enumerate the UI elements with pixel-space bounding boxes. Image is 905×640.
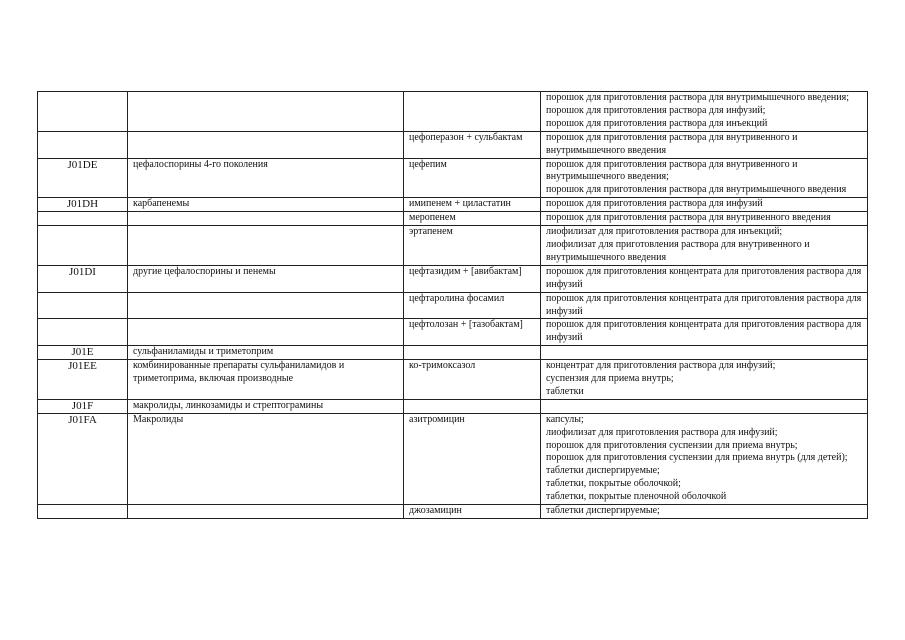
dosage-forms-cell [541, 92, 868, 132]
dosage-form-item: лиофилизат для приготовления раствора для инъекций; [546, 226, 783, 238]
drug-name-cell: цефтолозан + [тазобактам] [404, 319, 541, 346]
group-name-cell: другие цефалоспорины и пенемы [128, 265, 404, 292]
dosage-form-item: таблетки диспергируемые; [546, 465, 660, 477]
dosage-form-item: порошок для приготовления раствора для внутривенного и внутримышечного введения [546, 131, 798, 156]
drug-table [37, 91, 868, 519]
table-row [38, 292, 868, 319]
dosage-form-item: таблетки [546, 385, 584, 397]
group-name-cell: комбинированные препараты сульфаниламидов и триметоприма, включая производные [128, 360, 404, 400]
dosage-form-item: таблетки, покрытые оболочкой; [546, 478, 681, 490]
group-name-cell: сульфаниламиды и триметоприм [128, 346, 404, 360]
atc-code-cell [38, 319, 128, 346]
dosage-form-item: порошок для приготовления концентрата для приготовления раствора для инфузий [546, 292, 862, 317]
atc-code-cell [38, 226, 128, 266]
dosage-forms-cell [541, 360, 868, 400]
drug-name-cell: джозамицин [404, 505, 541, 519]
dosage-form-item: порошок для приготовления раствора для инфузий; [546, 104, 766, 116]
drug-name-cell [404, 346, 541, 360]
drug-name-cell: цефепим [404, 158, 541, 198]
dosage-forms-cell [541, 505, 868, 519]
table-row [38, 360, 868, 400]
group-name-cell [128, 505, 404, 519]
table-row [38, 265, 868, 292]
dosage-form-item: порошок для приготовления раствора для внутримышечного введения [546, 184, 847, 196]
table-row [38, 92, 868, 132]
drug-name-cell: азитромицин [404, 413, 541, 504]
group-name-cell [128, 319, 404, 346]
group-name-cell [128, 226, 404, 266]
drug-name-cell: имипенем + циластатин [404, 198, 541, 212]
table-row [38, 319, 868, 346]
dosage-form-item: порошок для приготовления раствора для внутривенного и внутримышечного введения; [546, 158, 798, 183]
dosage-form-item: концентрат для приготовления раствора для инфузий; [546, 360, 776, 372]
atc-code-cell: J01EE [38, 360, 128, 400]
atc-code-cell: J01F [38, 399, 128, 413]
dosage-forms-cell [541, 292, 868, 319]
drug-name-cell: цефтазидим + [авибактам] [404, 265, 541, 292]
dosage-form-item: порошок для приготовления суспензии для приема внутрь (для детей); [546, 452, 848, 464]
group-name-cell: Макролиды [128, 413, 404, 504]
dosage-forms-cell [541, 198, 868, 212]
atc-code-cell: J01DI [38, 265, 128, 292]
group-name-cell [128, 212, 404, 226]
table-row [38, 399, 868, 413]
dosage-form-item: порошок для приготовления концентрата для приготовления раствора для инфузий [546, 265, 862, 290]
dosage-form-item: таблетки диспергируемые; [546, 505, 660, 517]
drug-name-cell: цефтаролина фосамил [404, 292, 541, 319]
table-row [38, 131, 868, 158]
table-row [38, 346, 868, 360]
table-row [38, 198, 868, 212]
dosage-forms-cell [541, 399, 868, 413]
atc-code-cell [38, 292, 128, 319]
dosage-forms-cell [541, 212, 868, 226]
table-row [38, 226, 868, 266]
atc-code-cell: J01FA [38, 413, 128, 504]
dosage-form-item: порошок для приготовления раствора для внутривенного введения [546, 212, 831, 224]
drug-name-cell [404, 399, 541, 413]
table-row [38, 212, 868, 226]
atc-code-cell: J01DH [38, 198, 128, 212]
table-row [38, 413, 868, 504]
group-name-cell [128, 292, 404, 319]
group-name-cell [128, 131, 404, 158]
dosage-forms-cell [541, 131, 868, 158]
drug-name-cell [404, 92, 541, 132]
drug-name-cell: ко-тримоксазол [404, 360, 541, 400]
group-name-cell: макролиды, линкозамиды и стрептограмины [128, 399, 404, 413]
dosage-forms-cell [541, 265, 868, 292]
drug-name-cell: эртапенем [404, 226, 541, 266]
atc-code-cell: J01E [38, 346, 128, 360]
dosage-form-item: капсулы; [546, 413, 584, 425]
dosage-forms-cell [541, 226, 868, 266]
group-name-cell [128, 92, 404, 132]
dosage-form-item: суспензия для приема внутрь; [546, 373, 674, 385]
dosage-forms-cell [541, 413, 868, 504]
atc-code-cell [38, 131, 128, 158]
table-row [38, 158, 868, 198]
dosage-form-item: порошок для приготовления раствора для инфузий [546, 198, 763, 210]
dosage-form-item: порошок для приготовления концентрата для приготовления раствора для инфузий [546, 319, 862, 344]
group-name-cell: карбапенемы [128, 198, 404, 212]
dosage-form-item: порошок для приготовления суспензии для приема внутрь; [546, 439, 798, 451]
table-row [38, 505, 868, 519]
dosage-forms-cell [541, 158, 868, 198]
drug-name-cell: меропенем [404, 212, 541, 226]
atc-code-cell [38, 92, 128, 132]
dosage-forms-cell [541, 346, 868, 360]
atc-code-cell: J01DE [38, 158, 128, 198]
dosage-forms-cell [541, 319, 868, 346]
dosage-form-item: порошок для приготовления раствора для внутримышечного введения; [546, 92, 849, 103]
drug-name-cell: цефоперазон + сульбактам [404, 131, 541, 158]
dosage-form-item: порошок для приготовления раствора для инъекций [546, 117, 768, 129]
dosage-form-item: лиофилизат для приготовления раствора для инфузий; [546, 426, 778, 438]
atc-code-cell [38, 505, 128, 519]
atc-code-cell [38, 212, 128, 226]
dosage-form-item: лиофилизат для приготовления раствора для внутривенного и внутримышечного введения [546, 238, 810, 263]
dosage-form-item: таблетки, покрытые пленочной оболочкой [546, 491, 727, 503]
drug-table-body [38, 92, 868, 519]
group-name-cell: цефалоспорины 4-го поколения [128, 158, 404, 198]
